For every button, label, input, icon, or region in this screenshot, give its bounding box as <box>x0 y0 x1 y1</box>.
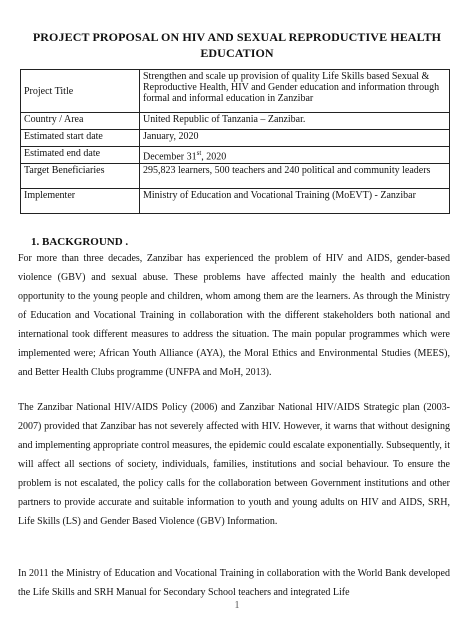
end-date-main: December 31 <box>143 151 197 163</box>
paragraph: For more than three decades, Zanzibar has experienced the problem of HIV and AIDS, gender-based violence (GBV) and sexual abuse. These problems have affected mainly the health and education opportunity to the young people and children, whom among them are the learners. As through the Ministry of Education and Vocational Training in collaboration with the different stakeholders both national and international took different measures to address the situation. The main popular programmes which were implemented were; African Youth Alliance (AYA), the Moral Ethics and Environmental Studies (MEES), and Better Health Clubs programme (UNFPA and MoH, 2013). <box>18 253 450 378</box>
end-date-year: , 2020 <box>201 151 227 163</box>
row-label: Country / Area <box>21 113 140 130</box>
row-value <box>140 147 450 164</box>
table-row <box>21 164 450 189</box>
row-value: United Republic of Tanzania – Zanzibar. <box>140 113 450 130</box>
row-label: Estimated start date <box>21 130 140 147</box>
row-value: Ministry of Education and Vocational Training (MoEVT) - Zanzibar <box>140 189 450 214</box>
paragraph: In 2011 the Ministry of Education and Vocational Training in collaboration with the World Bank developed the Life Skills and SRH Manual for Secondary School teachers and integrated Life <box>18 568 450 598</box>
row-label: Target Beneficiaries <box>21 164 140 189</box>
end-date-suffix: st <box>196 149 202 157</box>
table-row <box>21 147 450 164</box>
background-heading: 1. BACKGROUND . <box>31 236 129 248</box>
row-value: Strengthen and scale up provision of quality Life Skills based Sexual & Reproductive Health, HIV and Gender education and information through formal and informal education in Zanzibar <box>140 70 450 113</box>
title-line-1: PROJECT PROPOSAL ON HIV AND SEXUAL REPRODUCTIVE HEALTH <box>32 30 442 44</box>
row-value: January, 2020 <box>140 130 450 147</box>
row-label: Project Title <box>21 70 140 113</box>
page-number: 1 <box>234 600 240 611</box>
row-label: Estimated end date <box>21 147 140 164</box>
row-label: Implementer <box>21 189 140 214</box>
table-row <box>21 189 450 214</box>
row-value: 295,823 learners, 500 teachers and 240 political and community leaders <box>140 164 450 189</box>
table-row <box>21 70 450 113</box>
document-title <box>20 29 454 61</box>
title-line-2: EDUCATION <box>200 46 274 60</box>
table-row <box>21 130 450 147</box>
paragraph: The Zanzibar National HIV/AIDS Policy (2006) and Zanzibar National HIV/AIDS Strategic plan (2003-2007) provided that Zanzibar has not severely affected with HIV. However, it warns that without designing and implementing appropriate control measures, the epidemic could escalate exponentially. Subsequently, it will affect all sections of society, individuals, families, institutions and social behaviour. To ensure the problem is not escalated, the policy calls for the collaboration between Government institutions and other partners to provide accurate and suitable information to youth and young adults on HIV and AIDS, SRH, Life Skills (LS) and Gender Based Violence (GBV) Information. <box>18 402 450 527</box>
table-row <box>21 113 450 130</box>
project-info-table <box>20 69 450 214</box>
